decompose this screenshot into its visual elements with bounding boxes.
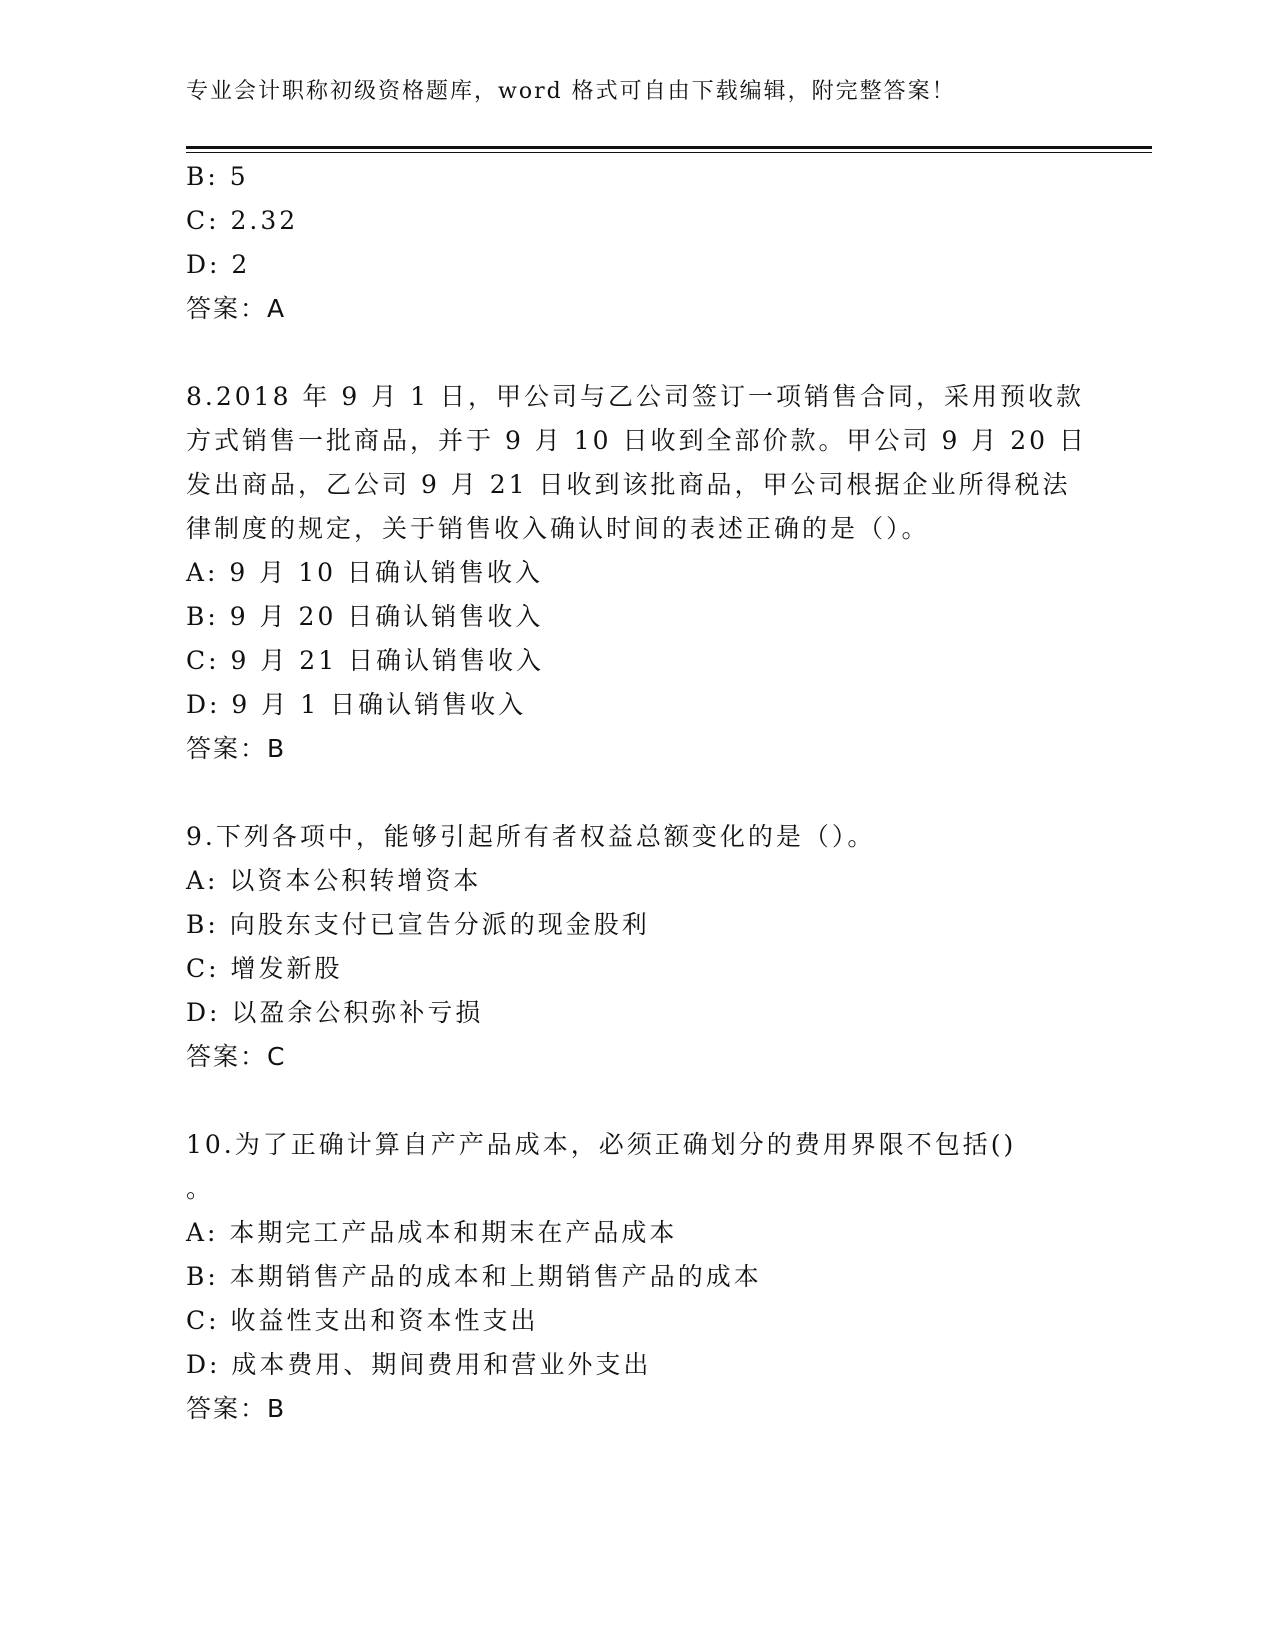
q10-stem-line-1: 10.为了正确计算自产产品成本，必须正确划分的费用界限不包括() <box>186 1130 1017 1159</box>
q10-option-d: D: 成本费用、期间费用和营业外支出 <box>186 1350 652 1379</box>
q8-stem-line-1: 8.2018 年 9 月 1 日，甲公司与乙公司签订一项销售合同，采用预收款 <box>186 382 1085 411</box>
q9-answer: 答案：C <box>186 1042 287 1071</box>
header-rule-thin <box>186 152 1152 153</box>
q7-option-d: D: 2 <box>186 250 251 279</box>
q7-answer: 答案：A <box>186 294 287 323</box>
q10-option-c: C: 收益性支出和资本性支出 <box>186 1306 539 1335</box>
q10-option-a: A: 本期完工产品成本和期末在产品成本 <box>186 1218 678 1247</box>
q8-answer: 答案：B <box>186 734 287 763</box>
q9-option-d: D: 以盈余公积弥补亏损 <box>186 998 484 1027</box>
q10-answer: 答案：B <box>186 1394 287 1423</box>
q8-option-b: B: 9 月 20 日确认销售收入 <box>186 602 544 631</box>
q7-option-c: C: 2.32 <box>186 206 299 235</box>
q7-option-b: B: 5 <box>186 162 249 191</box>
q8-stem-line-4: 律制度的规定，关于销售收入确认时间的表述正确的是（）。 <box>186 514 930 543</box>
q8-option-d: D: 9 月 1 日确认销售收入 <box>186 690 527 719</box>
header-rule-thick <box>186 146 1152 149</box>
q9-option-a: A: 以资本公积转增资本 <box>186 866 482 895</box>
page-header: 专业会计职称初级资格题库，word 格式可自由下载编辑，附完整答案！ <box>186 79 956 104</box>
q8-stem-line-2: 方式销售一批商品，并于 9 月 10 日收到全部价款。甲公司 9 月 20 日 <box>186 426 1088 455</box>
q8-stem-line-3: 发出商品，乙公司 9 月 21 日收到该批商品，甲公司根据企业所得税法 <box>186 470 1071 499</box>
q10-option-b: B: 本期销售产品的成本和上期销售产品的成本 <box>186 1262 762 1291</box>
q9-stem-line-1: 9.下列各项中，能够引起所有者权益总额变化的是（）。 <box>186 822 876 851</box>
q8-option-a: A: 9 月 10 日确认销售收入 <box>186 558 543 587</box>
q9-option-b: B: 向股东支付已宣告分派的现金股利 <box>186 910 650 939</box>
q8-option-c: C: 9 月 21 日确认销售收入 <box>186 646 545 675</box>
q10-stem-line-2: 。 <box>186 1174 215 1203</box>
q9-option-c: C: 增发新股 <box>186 954 343 983</box>
